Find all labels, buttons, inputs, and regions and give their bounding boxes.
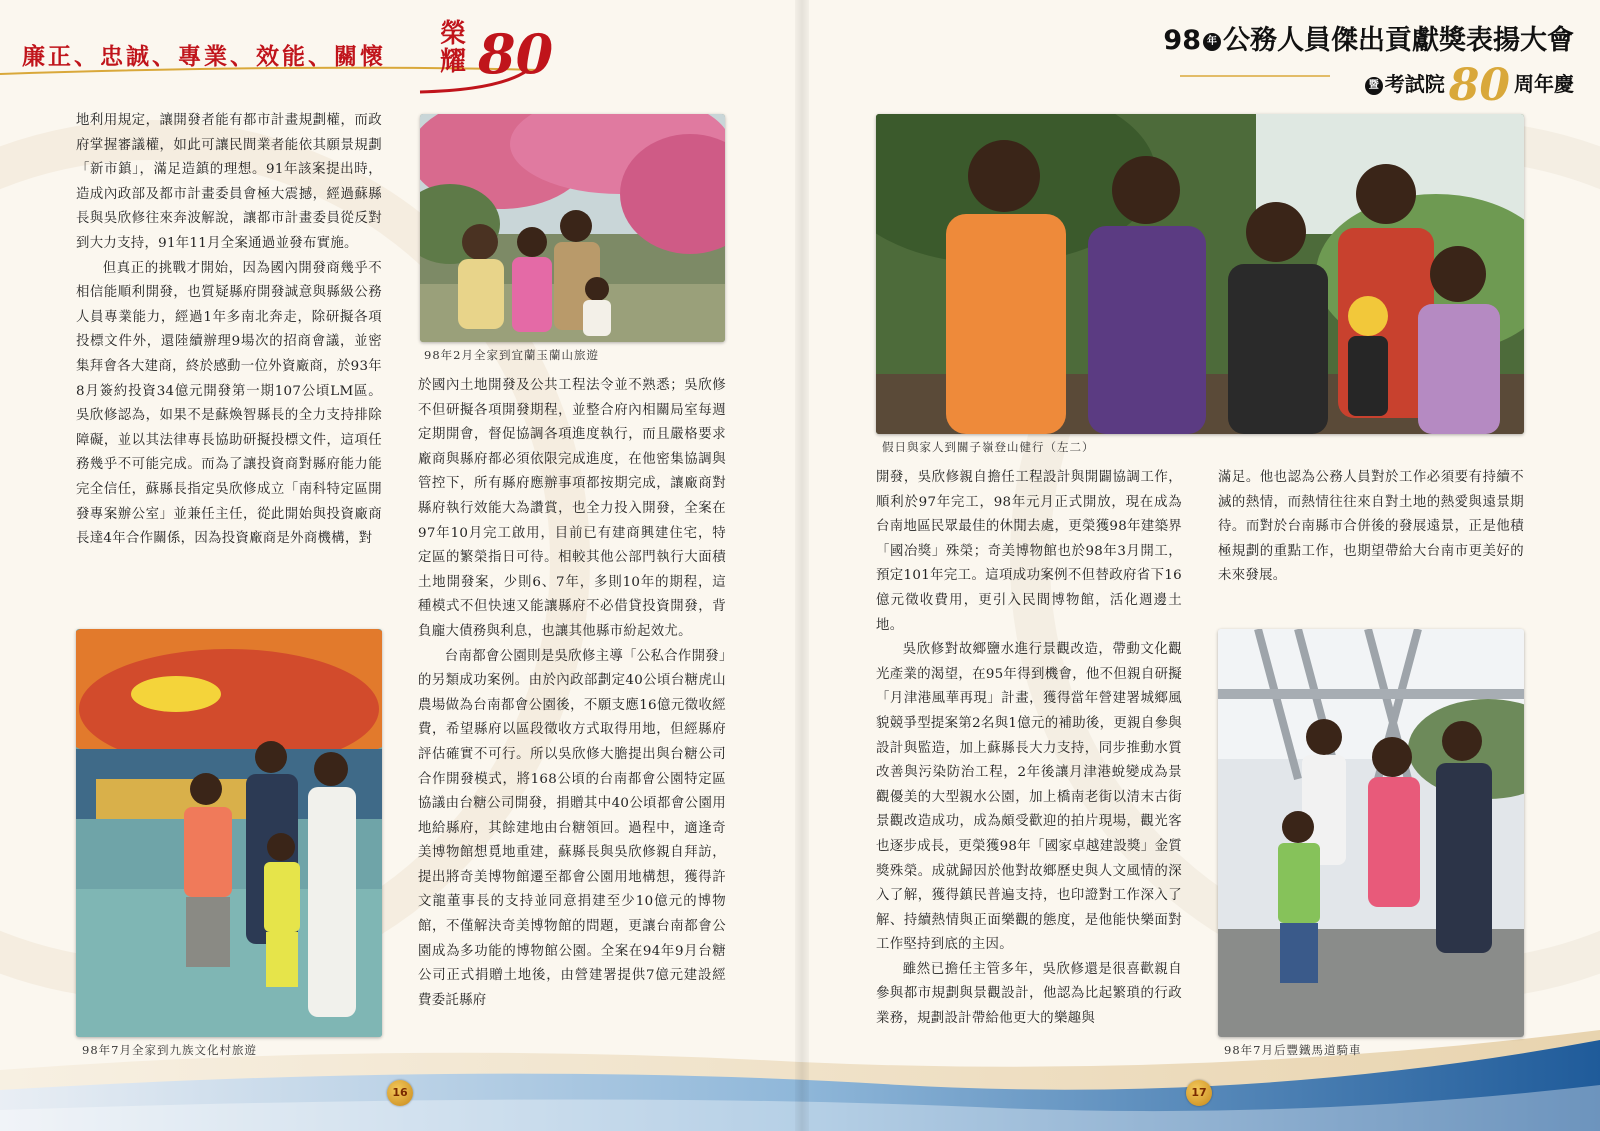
anniversary-logo-text: 榮耀 bbox=[440, 19, 467, 77]
and-badge: 暨 bbox=[1365, 77, 1383, 95]
paragraph: 雖然已擔任主管多年，吳欣修還是很喜歡親自參與都市規劃與景觀設計，他認為比起繁瑣的行政業務，規劃設計帶給他更大的樂趣與 bbox=[876, 961, 1182, 1027]
photo-caption: 假日與家人到關子嶺登山健行（左二） bbox=[882, 440, 1095, 454]
photo-caption: 98年7月后豐鐵馬道騎車 bbox=[1224, 1043, 1362, 1057]
photo-image bbox=[76, 629, 382, 1037]
photo-family-theme-park bbox=[76, 629, 382, 1037]
event-title bbox=[1163, 18, 1574, 57]
paragraph: 滿足。他也認為公務人員對於工作必須要有持續不滅的熱情，而熱情往往來自對土地的熱愛與遠景期待。而對於台南縣市合併後的發展遠景，正是他積極規劃的重點工作，也期望帶給大台南市更美好的未來發展。 bbox=[1218, 470, 1524, 584]
paragraph: 地利用規定，讓開發者能有都市計畫規劃權，而政府掌握審議權，如此可讓民間業者能依其願景規劃「新市鎮」，滿足造鎮的理想。91年該案提出時，造成內政部及都市計畫委員會極大震撼，經過蘇縣長與吳欣修往來奔波解說，讓都市計畫委員從反對到大力支持，91年11月全案通過並發布實施。 bbox=[76, 113, 382, 251]
page-number: 16 bbox=[387, 1080, 413, 1106]
paragraph: 台南都會公園則是吳欣修主導「公私合作開發」的另類成功案例。由於內政部劃定40公頃台糖虎山農場做為台南都會公園後，不願支應16億元徵收經費，希望縣府以區段徵收方式取得用地，但經縣府評估確實不可行。所以吳欣修大膽提出與台糖公司合作開發模式，將168公頃的台南都會公園特定區協議由台糖公司開發，捐贈其中40公頃都會公園用地給縣府，其餘建地由台糖領回。過程中，適逢奇美博物館想覓地重建，蘇縣長與吳欣修親自拜訪，提出將奇美博物館遷至都會公園用地構想，獲得許文龍董事長的支持並同意捐建至少10億元的博物館，不僅解決奇美博物館的問題，更讓台南都會公園成為多功能的博物館公園。全案在94年9月台糖公司正式捐贈土地後，由營建署提供7億元建設經費委託縣府 bbox=[418, 648, 726, 1008]
paragraph: 但真正的挑戰才開始，因為國內開發商幾乎不相信能順利開發，也質疑縣府開發誠意與縣級公務人員專業能力，經過1年多南北奔走，除研擬各項投標文件外，還陸續辦理9場次的招商會議，並密集拜會各大建商，終於感動一位外資廠商，於93年8月簽約投資34億元開發第一期107公頃LM區。吳欣修認為，如果不是蘇煥智縣長的全力支持排除障礙，並以其法律專長協助研擬投標文件，這項任務幾乎不可能完成。而為了讓投資商對縣府能力能完全信任，蘇縣長指定吳欣修成立「南科特定區開發專案辦公室」並兼任主任，從此開始與投資廠商長達4年合作關係，因為投資廠商是外商機構，對 bbox=[76, 260, 382, 547]
header-motto: 廉正、忠誠、專業、效能、關懷 bbox=[22, 43, 386, 70]
photo-image bbox=[1218, 629, 1524, 1037]
event-subtitle-number: 80 bbox=[1448, 60, 1510, 111]
anniversary-logo-number: 80 bbox=[478, 22, 554, 86]
photo-family-cherry-blossom bbox=[420, 114, 725, 342]
photo-caption: 98年7月全家到九族文化村旅遊 bbox=[82, 1043, 257, 1057]
left-column-2 bbox=[418, 374, 726, 1013]
left-column-1 bbox=[76, 109, 382, 552]
page-number: 17 bbox=[1186, 1080, 1212, 1106]
photo-image bbox=[876, 114, 1524, 434]
event-subtitle bbox=[1363, 60, 1574, 111]
photo-caption: 98年2月全家到宜蘭玉蘭山旅遊 bbox=[424, 348, 599, 362]
event-title-year: 98 bbox=[1163, 25, 1201, 56]
photo-image bbox=[420, 114, 725, 342]
photo-hiking-group bbox=[876, 114, 1524, 434]
page-gutter bbox=[795, 0, 809, 1131]
event-subtitle-org: 考試院 bbox=[1384, 72, 1445, 96]
event-title-main: 公務人員傑出貢獻獎表揚大會 bbox=[1223, 25, 1574, 56]
right-column-1 bbox=[876, 466, 1182, 1032]
paragraph: 開發，吳欣修親自擔任工程設計與開闢協調工作，順利於97年完工，98年元月正式開放，現在成為台南地區民眾最佳的休閒去處，更榮獲98年建築界「國冶獎」殊榮；奇美博物館也於98年3月開工，預定101年完工。這項成功案例不但替政府省下16億元徵收費用，更引入民間博物館，活化週邊土地。 bbox=[876, 470, 1182, 633]
year-badge: 年 bbox=[1203, 33, 1221, 51]
paragraph: 吳欣修對故鄉鹽水進行景觀改造，帶動文化觀光產業的渴望，在95年得到機會，他不但親自研擬「月津港風華再現」計畫，獲得當年營建署城鄉風貌競爭型提案第2名與1億元的補助後，更親自參與設計與監造，加上蘇縣長大力支持，同步推動水質改善與污染防治工程，2年後讓月津港蛻變成為景觀優美的大型親水公園，加上橋南老街以清末古街景觀改造成功，成為頗受歡迎的拍片現場，觀光客也逐步成長，更榮獲98年「國家卓越建設獎」金質獎殊榮。成就歸因於他對故鄉歷史與人文風情的深入了解，獲得鎮民普遍支持，也印證對工作深入了解、持續熱情與正面樂觀的態度，是他能快樂面對工作堅持到底的主因。 bbox=[876, 642, 1182, 953]
photo-family-bike-path bbox=[1218, 629, 1524, 1037]
right-column-2 bbox=[1218, 466, 1524, 589]
paragraph: 於國內土地開發及公共工程法令並不熟悉；吳欣修不但研擬各項開發期程，並整合府內相關局室每週定期開會，督促協調各項進度執行，而且嚴格要求廠商與縣府都必須依限完成進度，在他密集協調與管控下，所有縣府應辦事項都按期完成，讓廠商對縣府執行效能大為讚賞，也全力投入開發，全案在97年10月完工啟用，目前已有建商興建住宅，特定區的繁榮指日可待。相較其他公部門執行大面積土地開發案，少則6、7年，多則10年的期程，這種模式不但快速又能讓縣府不必借貸投資開發，背負龐大債務與利息，也讓其他縣市紛起效尤。 bbox=[418, 378, 726, 639]
event-subtitle-tail: 周年慶 bbox=[1514, 72, 1574, 96]
